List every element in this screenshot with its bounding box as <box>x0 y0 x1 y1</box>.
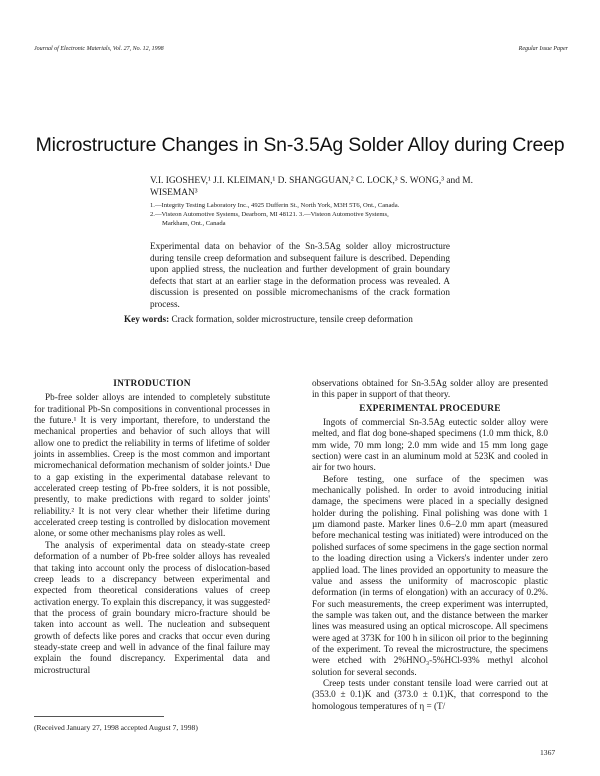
right-column <box>312 378 548 712</box>
page-number: 1367 <box>540 748 556 757</box>
section-heading-experimental: EXPERIMENTAL PROCEDURE <box>359 403 501 414</box>
paper-title: Microstructure Changes in Sn-3.5Ag Solder Alloy during Creep <box>35 134 565 156</box>
left-column <box>34 379 270 676</box>
abstract: Experimental data on behavior of the Sn-3.5Ag solder alloy microstructure during tensile creep deformation and subsequent failure is described. Depending upon applied stress, the nucleation and further development of grain boundary defects that start at an earlier stage in the deformation process was revealed. A discussion is presented on possible micromechanisms of the crack formation process. <box>150 241 450 309</box>
affiliation-line: Markham, Ont., Canada <box>162 219 226 227</box>
affiliations <box>150 202 480 228</box>
paragraph: Creep tests under constant tensile load were carried out at (353.0 ± 0.1)K and (373.0 ± 0.1)K, that correspond to the homologous temperatures of η = (T/ <box>312 677 548 711</box>
received-date: (Received January 27, 1998 accepted August 7, 1998) <box>34 723 198 732</box>
affiliation-line: 2.—Visteon Automotive Systems, Dearborn, MI 48121. 3.—Visteon Automotive Systems, <box>150 210 389 218</box>
keywords <box>124 314 434 325</box>
journal-citation: Journal of Electronic Materials, Vol. 27, No. 12, 1998 <box>34 46 164 52</box>
paragraph-continued: observations obtained for Sn-3.5Ag solder alloy are presented in this paper in support of that theory. <box>312 378 548 400</box>
issue-type-label: Regular Issue Paper <box>518 46 568 52</box>
keywords-label: Key words: <box>124 314 170 324</box>
author-list: V.I. IGOSHEV,¹ J.I. KLEIMAN,¹ D. SHANGGUAN,² C. LOCK,³ S. WONG,³ and M. WISEMAN³ <box>150 176 473 198</box>
keywords-list: Crack formation, solder microstructure, tensile creep deformation <box>171 314 413 324</box>
footnote-divider <box>34 716 164 717</box>
affiliation-line: 1.—Integrity Testing Laboratory Inc., 4925 Dufferin St., North York, M3H 5T6, Ont., Canada. <box>150 202 400 209</box>
paragraph: Ingots of commercial Sn-3.5Ag eutectic solder alloy were melted, and flat dog bone-shaped specimens (1.0 mm thick, 8.0 mm wide, 70 mm long; 2.0 mm wide and 15 mm long gage section) were cast in an aluminum mold at 523K and cooled in air for two hours. <box>312 417 548 473</box>
section-heading-introduction: INTRODUCTION <box>113 379 191 389</box>
paragraph: Pb-free solder alloys are intended to completely substitute for traditional Pb-Sn compositions in conventional processes in the future.¹ It is very important, therefore, to understand the mechanical properties and behavior of such alloys that will allow one to predict the reliability in terms of lifetime of solder joints in assemblies. Creep is the most common and important micromechanical deformation mechanism of solder joints.¹ Due to a gap existing in the experimental database relevant to accelerated creep testing of Pb-free solders, it is not possible, presently, to make predictions with regard to solder joints' reliability.² It is not very clear whether their lifetime during accelerated creep testing is controlled by dislocation movement alone, or some other mechanisms play roles as well. <box>34 392 270 539</box>
paragraph: Before testing, one surface of the specimen was mechanically polished. In order to avoid introducing initial damage, the specimens were placed in a specially designed holder during the polishing. Final polishing was done with 1 µm diamond paste. Marker lines 0.6–2.0 mm apart (measured before mechanical testing was initiated) were introduced on the polished surfaces of some specimens in the gage section normal to the loading direction using a Vickers's indenter under zero applied load. The lines provided an opportunity to measure the value and assess the uniformity of macroscopic plastic deformation (in terms of elongation) with an accuracy of 0.2%. For such measurements, the creep experiment was interrupted, the sample was taken out, and the distance between the marker lines was measured using an optical microscope. All specimens were aged at 373K for 100 h in silicon oil prior to the beginning of the experiment. To reveal the microstructure, the specimens were etched with 2%HNO₃-5%HCl-93% methyl alcohol solution for several seconds. <box>312 473 548 677</box>
paragraph: The analysis of experimental data on steady-state creep deformation of a number of Pb-free solder alloys has revealed that taking into account only the process of dislocation-based creep leads to a discrepancy between experimental and expected from theoretical considerations values of creep activation energy. To explain this discrepancy, it was suggested² that the process of grain boundary micro-fracture should be taken into account as well. The nucleation and subsequent growth of defects like pores and cracks that occur even during steady-state creep and well in advance of the final failure may explain the found discrepancy. Experimental data and microstructural <box>34 539 270 675</box>
